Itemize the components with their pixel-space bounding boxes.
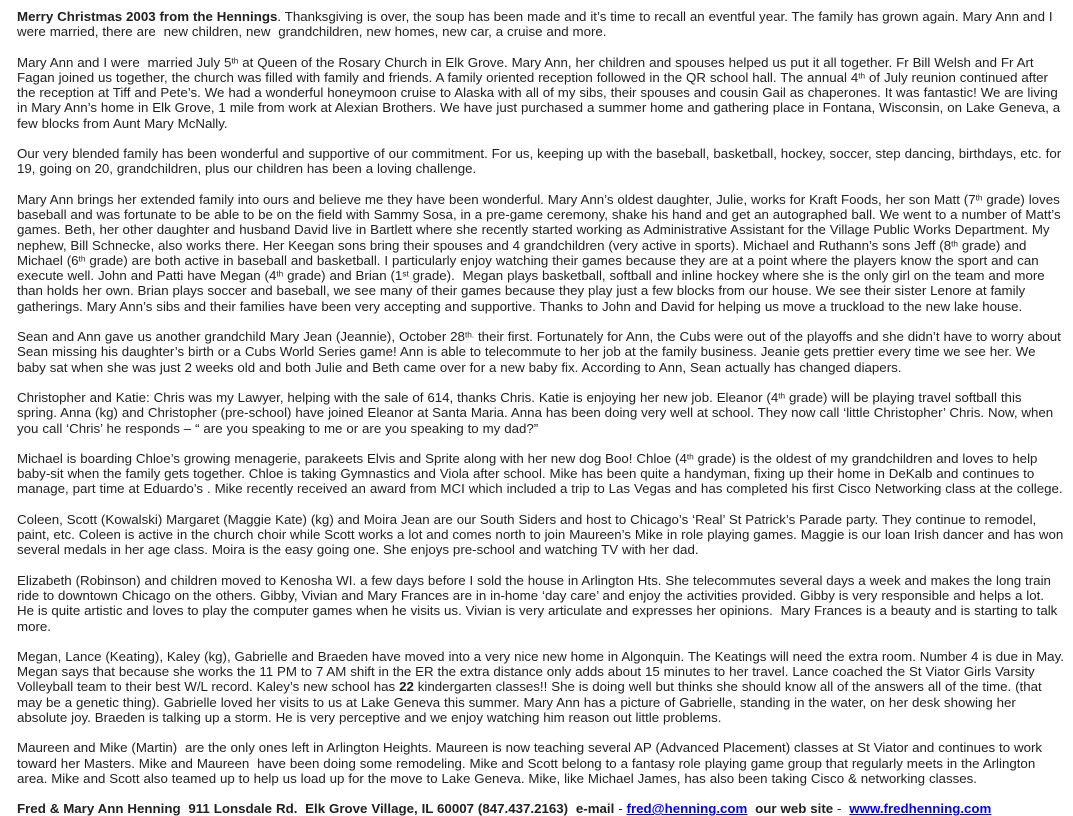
text-run: th <box>951 238 958 248</box>
text-run: kindergarten classes!! She is doing well but thinks she should know all of the answers all of the time. (that may be a genetic thing). Gabrielle loved her visits to us at Lake Geneva this summer. Mary Ann has a picture of Gabrielle, standing in the water, on her desk showing her absolute joy. Braeden is talking up a storm. He is very perceptive and we enjoy watching him reason out little problems. <box>17 679 1046 725</box>
text-run: grade) will be playing travel softball this spring. Anna (kg) and Christopher (pre-school) have joined Eleanor at Santa Maria. Anna has been doing very well at school. They now call ‘little Christopher’ Chris. Now, when you call ‘Chris’ he responds – “ are you speaking to me or are you speaking to my dad?” <box>17 389 1058 436</box>
paragraph-blended-family <box>17 146 1064 177</box>
text-run: th <box>78 254 86 264</box>
text-run: Merry Christmas 2003 from the Hennings <box>17 9 278 24</box>
text-run: grade) and Michael (6 <box>17 237 1031 268</box>
paragraph-greeting <box>17 9 1064 40</box>
text-run: Elizabeth (Robinson) and children moved to Kenosha WI. a few days before I sold the house in Arlington Hts. She telecommutes several days a week and makes the long train ride to downtown Chicago on the others. Gibby, Vivian and Mary Frances are in in-home ‘day care’ and enjoy the activities provided. Gibby is very responsible and helps a lot. He is quite artistic and loves to play the computer games when he visits us. Vivian is very articulate and expresses her opinions. Mary Frances is a beauty and is starting to talk more. <box>17 572 1062 634</box>
text-run: th <box>858 71 866 81</box>
paragraph-sean-and-ann <box>17 329 1064 375</box>
email-link[interactable]: fred@henning.com <box>626 801 748 816</box>
text-run: . Thanksgiving is over, the soup has been made and it’s time to recall an eventful year. The family has grown again. Mary Ann and I were married, there are new children, new grandchildren, new homes, new car, a cruise and more. <box>17 9 1057 40</box>
text-run: of July reunion continued after the reception at Tiff and Pete’s. We had a wonderful honeymoon cruise to Alaska with all of my sibs, their spouses and cousin Gail as chaperones. It was fantastic! We are living in Mary Ann’s home in Elk Grove, 1 mile from work at Alexian Brothers. We have just purchased a summer home and gathering place in Fontana, Wisconsin, on Lake Geneva, a few blocks from Aunt Mary McNally. <box>17 69 1065 131</box>
text-run: th <box>686 452 694 462</box>
paragraph-christopher-and-katie <box>17 390 1064 436</box>
text-run: grade) loves baseball and was fortunate to be able to be on the field with Sammy Sosa, in a pre-game ceremony, shake his hand and get an autographed ball. We went to a number of Matt’s games. Beth, her other daughter and husband David live in Bartlett where she recently started working as Administrative Assistant for the Village Public Works Department. My nephew, Bill Schnecke, also works there. Her Keegan sons bring their spouses and 4 grandchildren (very active in sports). Michael and Ruthann’s sons Jeff (8 <box>17 191 1065 253</box>
text-run: Maureen and Mike (Martin) are the only ones left in Arlington Heights. Maureen is now teaching several AP (Advanced Placement) classes at St Viator and continues to work toward her Masters. Mike and Maureen have been doing some remodeling. Mike and Scott belong to a fantasy role playing game group that regularly meets in the Arlington area. Mike and Scott also teamed up to help us load up for the move to Lake Geneva. Mike, like Michael James, has also been taking Cisco & networking classes. <box>17 740 1046 786</box>
paragraph-maureen-and-mike <box>17 740 1064 786</box>
text-run: Megan, Lance (Keating), Kaley (kg), Gabrielle and Braeden have moved into a very nice new home in Algonquin. The Keatings will need the extra room. Number 4 is due in May. Megan says that because she works the 11 PM to 7 AM shift in the ER the extra distance only adds about 15 minutes to her travel. Lance coached the St Viator Girls Varsity Volleyball team to their best W/L record. Kaley’s new school has <box>17 648 1068 695</box>
text-run: our web site <box>747 801 834 816</box>
letter-footer <box>17 801 1064 816</box>
text-run: Sean and Ann gave us another grandchild Mary Jean (Jeannie), October 28 <box>17 329 465 345</box>
text-run: Michael is boarding Chloe’s growing menagerie, parakeets Elvis and Sprite along with her new dog Boo! Chloe (4 <box>17 450 687 466</box>
paragraph-mary-anns-family <box>17 192 1064 314</box>
text-run: - <box>614 801 627 816</box>
text-run: grade). Megan plays basketball, softball and inline hockey where she is the only girl on the team and more than holds her own. Brian plays soccer and baseball, we see many of their games because they play just a few blocks from our house. We see their sister Lenore at family gatherings. Mary Ann’s sibs and their families have been very accepting and supportive. Thanks to John and David for helping us move a truckload to the new lake house. <box>17 268 1049 314</box>
text-run: Mary Ann brings her extended family into ours and believe me they have been wonderful. Mary Ann’s oldest daughter, Julie, works for Kraft Foods, her son Matt (7 <box>17 191 976 207</box>
text-run: grade) is the oldest of my grandchildren and loves to help baby-sit when the family gets together. Chloe is taking Gymnastics and Viola after school. Mike has been quite a handyman, fixing up their home in DeKalb and continues to manage, part time at Eduardo’s . Mike recently received an award from MCI which included a trip to Las Vegas and has completed his first Cisco Networking class at the college. <box>17 450 1063 497</box>
text-run: - <box>833 801 850 816</box>
text-run: Fred & Mary Ann Henning 911 Lonsdale Rd. Elk Grove Village, IL 60007 (847.437.2163) e-mail <box>17 801 615 816</box>
text-run: th <box>778 391 786 401</box>
paragraph-coleen-and-scott <box>17 511 1068 558</box>
text-run: their first. Fortunately for Ann, the Cubs were out of the playoffs and she didn’t have to worry about Sean missing his daughter’s birth or a Cubs World Series game! Ann is able to telecommute to her job at the family business. Jeanie gets prettier every time we see her. We baby sat when she was just 2 weeks old and both Julie and Beth came over for a new baby fix. According to Ann, Sean actually has changed diapers. <box>17 329 1065 375</box>
text-run: Our very blended family has been wonderful and supportive of our commitment. For us, keeping up with the baseball, basketball, hockey, soccer, step dancing, birthdays, etc. for 19, going on 20, grandchildren, plus our children has been a loving challenge. <box>17 146 1066 177</box>
text-run: th <box>231 55 239 65</box>
paragraph-elizabeth <box>17 573 1064 634</box>
text-run: th <box>276 269 284 279</box>
text-run: Coleen, Scott (Kowalski) Margaret (Maggie Kate) (kg) and Moira Jean are our South Siders and host to Chicago’s ‘Real’ St Patrick’s Parade party. They continue to remodel, paint, etc. Coleen is active in the church choir while Scott works a lot and comes north to join Maureen’s Mike in role playing games. Maggie is our loan Irish dancer and has won several medals in her age class. Moira is the easy going one. She enjoys pre-school and watching TV with her dad. <box>17 511 1068 558</box>
website-link[interactable]: www.fredhenning.com <box>849 801 992 816</box>
text-run: at Queen of the Rosary Church in Elk Grove. Mary Ann, her children and spouses helped us put it all together. Fr Bill Welsh and Fr Art Fagan joined us together, the church was filled with family and friends. A family oriented reception followed in the QR school hall. The annual 4 <box>17 54 1038 85</box>
text-run: th <box>975 192 983 202</box>
text-run: grade) are both active in baseball and basketball. I particularly enjoy watching their games because they are at a point where the players know the sport and can execute well. John and Patti have Megan (4 <box>17 252 1043 284</box>
paragraph-michael <box>17 451 1064 497</box>
paragraph-wedding <box>17 55 1064 131</box>
text-run: 22 <box>399 679 414 695</box>
text-run: th. <box>464 330 475 340</box>
text-run: grade) and Brian (1 <box>283 268 403 284</box>
text-run: Christopher and Katie: Chris was my Lawyer, helping with the sale of 614, thanks Chris. Katie is enjoying her new job. Eleanor (4 <box>17 389 779 405</box>
paragraph-megan-and-lance <box>17 648 1068 725</box>
text-run: st <box>402 269 409 279</box>
text-run: Mary Ann and I were married July 5 <box>17 54 232 70</box>
